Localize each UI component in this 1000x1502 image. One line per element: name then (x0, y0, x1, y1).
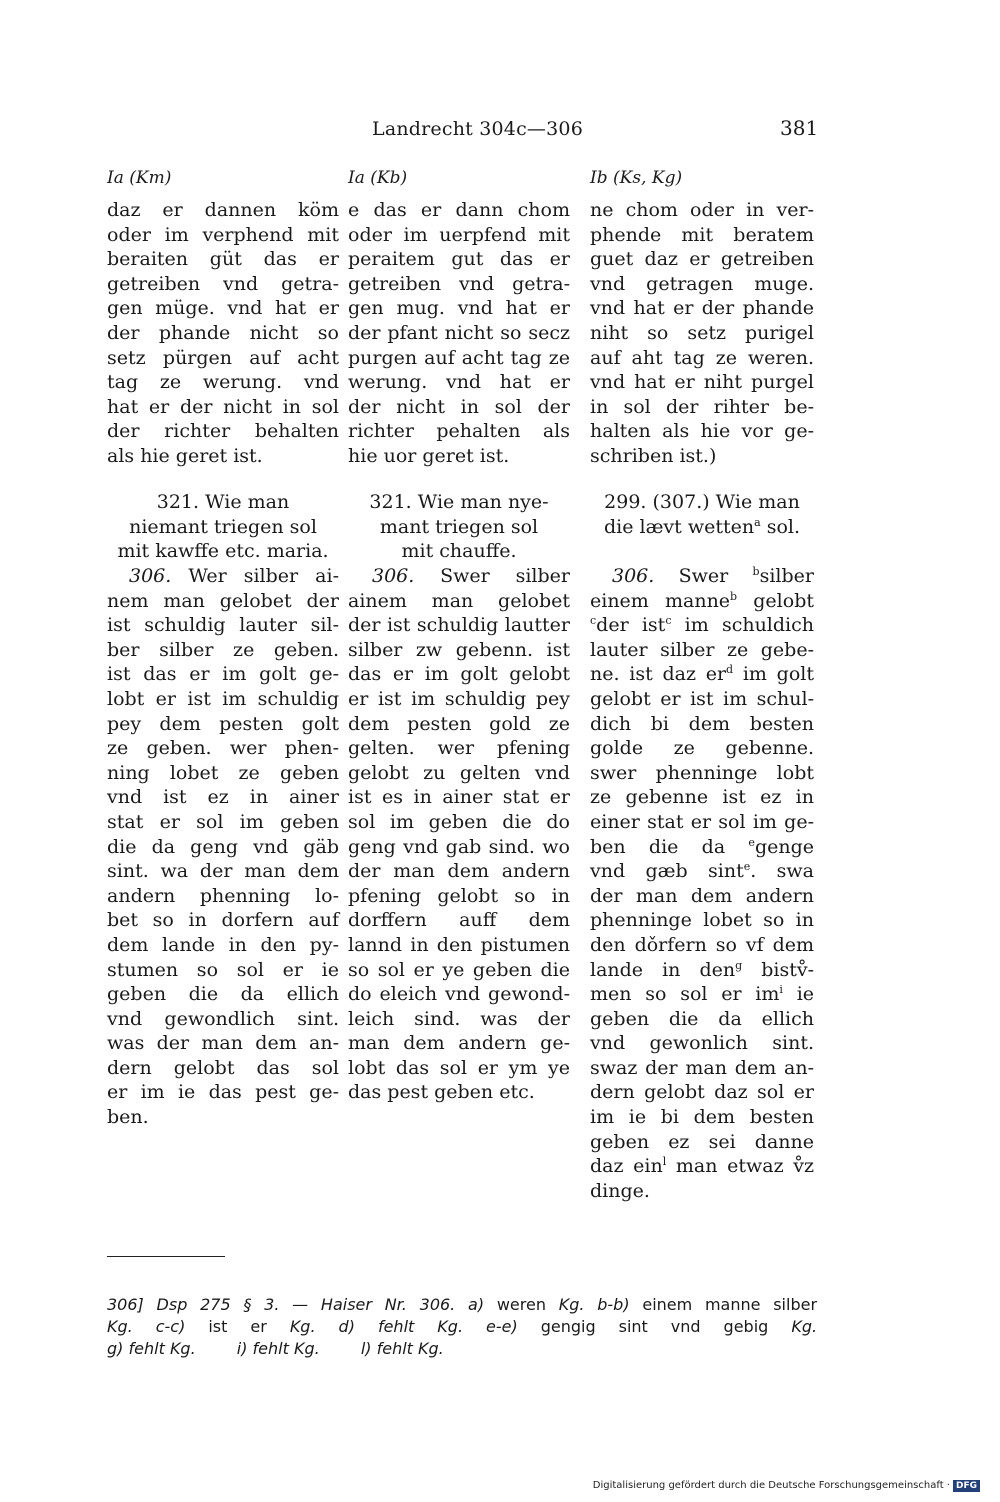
text-line: ze gebenne ist ez in (590, 786, 814, 809)
text-line: einer stat er sol im ge- (590, 810, 814, 833)
text-span: lande in den (590, 958, 736, 981)
footnote-key: a) (468, 1295, 485, 1314)
footnote-key: c-c) (155, 1317, 186, 1336)
text-span (107, 1295, 455, 1314)
footnote-text: ist er (208, 1317, 267, 1336)
section-body (590, 564, 814, 1203)
section-number: 306. (612, 565, 655, 587)
text-line: das er im golt gelobt (348, 663, 570, 686)
text-line: phenninge lobet so in (590, 909, 814, 932)
text-line: ber silber ze geben. (107, 638, 339, 661)
text-line: swer phenninge lobt (590, 761, 814, 784)
footnote-marker: d (726, 663, 734, 677)
heading-line: mit chauffe. (401, 540, 517, 563)
text-span: ben die da (590, 835, 726, 858)
column-siglum: Ib (Ks, Kg) (590, 168, 683, 188)
footnote-source: Dsp 275 § 3. — Haiser Nr. 306. (156, 1295, 456, 1314)
text-line: pfening gelobt so in (348, 884, 570, 907)
text-line: nem man gelobet der (107, 589, 339, 612)
text-line: geben die da ellich (107, 983, 339, 1006)
text-line: vnd gewonlich sint. (590, 1032, 814, 1055)
footnote-marker: b (730, 589, 738, 603)
text-line: auf aht tag ze weren. (590, 346, 814, 369)
text-line: ze geben. wer phen- (107, 737, 339, 760)
text-line: sol im geben die do (348, 810, 570, 833)
text-line: geben die da ellich (590, 1007, 814, 1030)
text-line: golde ze gebenne. (590, 737, 814, 760)
text-line: gelobt er ist im schul- (590, 687, 814, 710)
text-line: halten als hie vor ge- (590, 420, 814, 443)
text-span: bistv̊- (761, 958, 814, 981)
text-span (486, 1317, 817, 1336)
text-line: er im ie das pest ge- (107, 1081, 339, 1104)
text-line: stumen so sol er ie (107, 958, 339, 981)
footnote-siglum: Kg. (791, 1317, 818, 1336)
text-line (590, 958, 814, 983)
text-line: er ist im schuldig pey (348, 687, 570, 710)
text-line: hie uor geret ist. (348, 444, 510, 467)
column-text-block (348, 198, 570, 469)
section-heading (107, 490, 339, 564)
text-line: richter pehalten als (348, 420, 570, 443)
text-line: vnd getragen muge. (590, 272, 814, 295)
column-text-block (590, 198, 814, 469)
text-line: der richter behalten (107, 420, 339, 443)
heading-line (590, 515, 814, 540)
text-span: im golt (742, 663, 814, 686)
text-line: der man dem andern (590, 884, 814, 907)
text-line: der phande nicht so (107, 321, 339, 344)
text-span: Swer silber (440, 565, 570, 587)
footnote-line (107, 1338, 817, 1360)
text-line (590, 859, 814, 884)
text-span (107, 1339, 196, 1358)
footnote-key: d) (338, 1317, 355, 1336)
text-line (590, 835, 814, 860)
dfg-logo: DFG (953, 1480, 980, 1492)
footnote-siglum: Kg. (558, 1295, 585, 1314)
footnote-siglum: Kg. (437, 1317, 464, 1336)
text-line: dem pesten gold ze (348, 712, 570, 735)
text-line: geben ez sei danne (590, 1130, 814, 1153)
text-line: swaz der man dem an- (590, 1056, 814, 1079)
text-span: die lævt wetten (603, 515, 755, 538)
footnote-key: e-e) (486, 1317, 518, 1336)
text-line: dinge. (590, 1179, 650, 1202)
text-span: vnd gæb sint (590, 860, 744, 883)
text-line: gelobt zu gelten vnd (348, 761, 570, 784)
column-siglum: Ia (Kb) (348, 168, 408, 188)
footnote-text: fehlt (376, 1339, 413, 1358)
text-line: ist schuldig lauter sil- (107, 614, 339, 637)
text-line: silber zw gebenn. ist (348, 638, 570, 661)
text-line: do eleich vnd gewond- (348, 983, 570, 1006)
footnote-siglum: Kg. (289, 1317, 316, 1336)
text-line: den dǒrfern so vf dem (590, 933, 814, 956)
credit-text: Digitalisierung gefördert durch die Deutsche Forschungsgemeinschaft · (592, 1480, 950, 1491)
heading-line: mant triegen sol (379, 515, 539, 538)
text-line: beraiten güt das er (107, 248, 339, 271)
text-line: vnd hat er niht purgel (590, 371, 814, 394)
text-line: lannd in den pistumen (348, 933, 570, 956)
footnote-key: i) (236, 1339, 248, 1358)
footnote-marker: c (590, 614, 597, 628)
footnote-ref: 306] (107, 1295, 144, 1314)
text-span (339, 1317, 463, 1336)
section-number: 306. (372, 565, 415, 587)
text-line: hat er der nicht in sol (107, 395, 339, 418)
text-line: als hie geret ist. (107, 444, 263, 467)
text-span (237, 1339, 320, 1358)
heading-line: niemant triegen sol (129, 515, 317, 538)
footnote-siglum: Kg. (293, 1339, 320, 1358)
section-number: 306. (129, 565, 172, 587)
running-title: Landrecht 304c—306 (372, 118, 583, 140)
text-line: dich bi dem besten (590, 712, 814, 735)
text-span (748, 836, 814, 858)
text-span (597, 1295, 817, 1314)
text-line: purgen auf acht tag ze (348, 346, 570, 369)
text-line: niht so setz purigel (590, 321, 814, 344)
heading-line: mit kawffe etc. maria. (117, 540, 329, 563)
text-line: ainem man gelobet (348, 589, 570, 612)
text-span (590, 860, 814, 882)
section-heading (590, 490, 814, 539)
text-line: andern phenning lo- (107, 884, 339, 907)
footnote-text: gengig sint vnd gebig (540, 1317, 769, 1336)
text-span: Wer silber ai- (188, 565, 339, 587)
text-line: geng vnd gab sind. wo (348, 835, 570, 858)
footnote-marker: b (752, 565, 760, 578)
heading-line: 321. Wie man nye- (369, 491, 549, 513)
footnote-marker: i (779, 983, 783, 997)
text-line (590, 982, 814, 1007)
column-siglum: Ia (Km) (107, 168, 172, 188)
text-line: gen mug. vnd hat er (348, 297, 570, 320)
section-body (107, 564, 339, 1130)
text-line: gelten. wer pfening (348, 737, 570, 760)
text-span: Swer (678, 565, 729, 587)
text-line: ist es in ainer stat er (348, 786, 570, 809)
text-line: was der man dem an- (107, 1032, 339, 1055)
text-line (590, 589, 814, 614)
text-span: im schuldich (684, 614, 814, 637)
footnote-siglum: Kg. (418, 1339, 444, 1358)
text-line: ne chom oder in ver- (590, 199, 814, 221)
text-span: . swa (750, 860, 814, 883)
footnote-text: einem manne silber (642, 1295, 818, 1314)
digitization-credit (593, 1480, 980, 1492)
text-line: der pfant nicht so secz (348, 321, 570, 344)
text-line: in sol der rihter be- (590, 395, 814, 418)
page-header (0, 118, 1000, 148)
text-line: leich sind. was der (348, 1007, 570, 1030)
text-line: guet daz er getreiben (590, 248, 814, 271)
text-span: gelobt (753, 589, 814, 612)
footnote-marker: c (665, 614, 672, 628)
text-line: tag ze werung. vnd (107, 371, 339, 394)
text-line: oder im uerpfend mit (348, 223, 570, 246)
text-line: die da geng vnd gäb (107, 835, 339, 858)
text-line: ben. (107, 1106, 149, 1129)
text-line: pey dem pesten golt (107, 712, 339, 735)
text-span: sol. (766, 515, 801, 538)
text-line: vnd hat er der phande (590, 297, 814, 320)
text-span (590, 983, 783, 1005)
text-line: getreiben vnd getra- (348, 272, 570, 295)
footnote-marker: e (748, 835, 755, 849)
text-span: genge (754, 835, 814, 858)
text-line (590, 564, 814, 589)
text-line (348, 564, 570, 589)
text-span (361, 1339, 444, 1358)
text-span: silber (759, 565, 814, 587)
text-line: schriben ist.) (590, 444, 717, 467)
footnote-text: weren (496, 1295, 546, 1314)
footnote-marker: l (662, 1155, 667, 1169)
text-line: lobt das sol er ym ye (348, 1056, 570, 1079)
footnote-siglum: Kg. (169, 1339, 196, 1358)
footnote-text: fehlt (252, 1339, 289, 1358)
text-line: werung. vnd hat er (348, 371, 570, 394)
text-line: vnd ist ez in ainer (107, 786, 339, 809)
text-line (107, 564, 339, 589)
text-span (590, 1155, 666, 1177)
text-span (590, 614, 671, 636)
footnotes (107, 1294, 817, 1360)
text-line: ist das er im golt ge- (107, 663, 339, 686)
text-span: einem manne (590, 589, 731, 612)
section-body (348, 564, 570, 1105)
text-span (468, 1295, 584, 1314)
text-line (590, 613, 814, 638)
text-span (590, 959, 742, 981)
footnote-siglum: Kg. (107, 1317, 133, 1336)
column-text-block (107, 198, 339, 469)
text-line: peraitem gut das er (348, 248, 570, 271)
text-line: vnd gewondlich sint. (107, 1007, 339, 1030)
text-line: stat er sol im geben (107, 810, 339, 833)
text-line: getreiben vnd getra- (107, 272, 339, 295)
text-line: bet so in dorfern auf (107, 909, 339, 932)
heading-line: 321. Wie man (156, 491, 290, 513)
text-line (590, 1154, 814, 1179)
heading-line: 299. (307.) Wie man (604, 491, 800, 513)
text-span: ie (796, 983, 815, 1006)
text-span: daz ein (590, 1155, 663, 1178)
footnote-marker: a (754, 515, 761, 529)
text-span (156, 1317, 316, 1336)
text-line: ning lobet ze geben (107, 761, 339, 784)
text-line: dorffern auff dem (348, 909, 570, 932)
text-line: der nicht in sol der (348, 395, 570, 418)
text-line: lobt er ist im schuldig (107, 687, 339, 710)
footnote-key: l) (360, 1339, 372, 1358)
page-number: 381 (780, 116, 819, 140)
text-line (590, 662, 814, 687)
text-line: setz pürgen auf acht (107, 346, 339, 369)
text-line: dern gelobt das sol (107, 1056, 339, 1079)
text-line: im ie bi dem besten (590, 1106, 814, 1129)
footnote-line (107, 1294, 817, 1316)
text-line: dem lande in den py- (107, 933, 339, 956)
text-span (590, 663, 733, 685)
text-span (107, 1317, 133, 1336)
text-line: e das er dann chom (348, 199, 570, 221)
footnote-text: fehlt (128, 1339, 165, 1358)
footnote-text: fehlt (377, 1317, 415, 1336)
text-span: men so sol er im (590, 983, 780, 1006)
footnote-line (107, 1316, 817, 1338)
footnote-marker: g (735, 958, 743, 972)
text-line: gen müge. vnd hat er (107, 297, 339, 320)
text-line: oder im verphend mit (107, 223, 339, 246)
footnote-key: b-b) (597, 1295, 630, 1314)
text-span: ne. ist daz er (590, 663, 727, 686)
text-line: der man dem andern (348, 860, 570, 883)
section-heading (348, 490, 570, 564)
text-line: daz er dannen köm (107, 199, 339, 221)
text-line: phende mit beratem (590, 223, 814, 246)
footnote-marker: e (743, 860, 751, 874)
text-line: der ist schuldig lautter (348, 614, 570, 637)
footnote-key: g) (107, 1339, 124, 1358)
text-span (753, 565, 814, 587)
text-line: lauter silber ze gebe- (590, 638, 814, 661)
text-line: so sol er ye geben die (348, 958, 570, 981)
text-line: sint. wa der man dem (107, 860, 339, 883)
text-span: man etwaz v̊z (675, 1155, 814, 1178)
text-line: das pest geben etc. (348, 1081, 535, 1104)
footnote-divider (107, 1256, 225, 1257)
text-line: dern gelobt daz sol er (590, 1081, 814, 1104)
text-span: der ist (596, 614, 666, 637)
text-line: man dem andern ge- (348, 1032, 570, 1055)
